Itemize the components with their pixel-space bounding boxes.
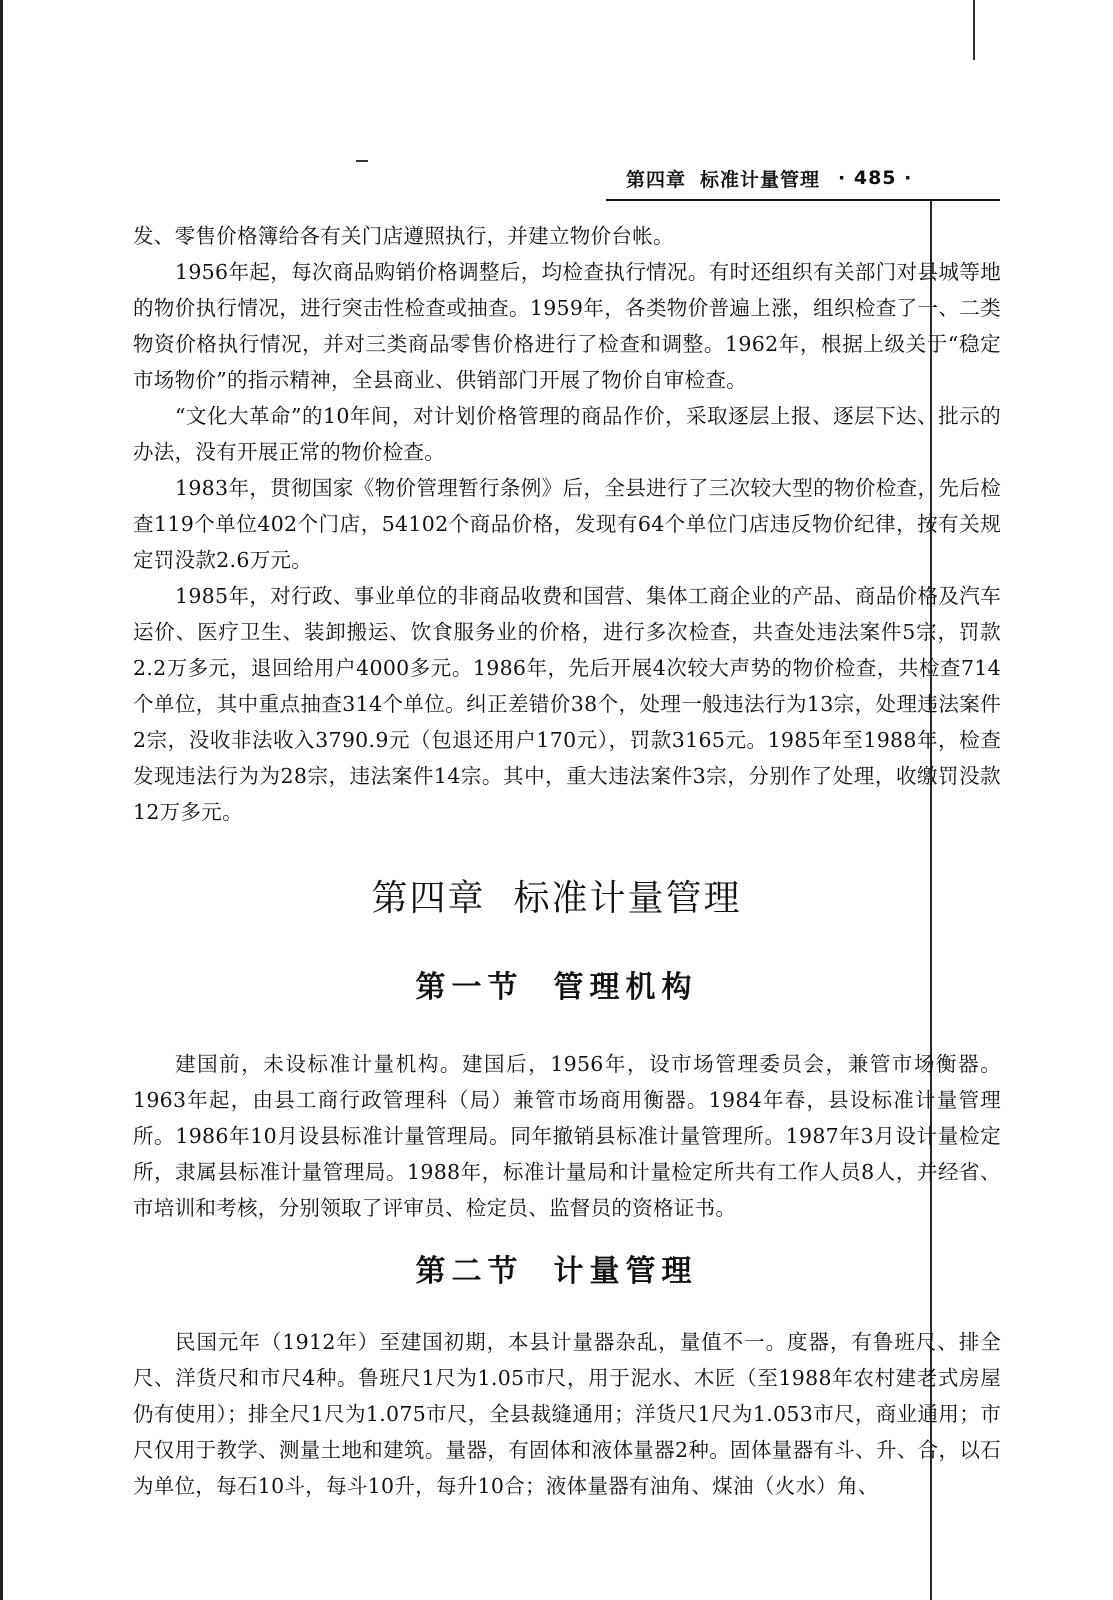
section-heading-1	[0, 962, 1113, 1006]
paragraph: “文化大革命”的10年间，对计划价格管理的商品作价，采取逐层上报、逐层下达、批示的办法，没有开展正常的物价检查。	[133, 404, 1001, 464]
chapter-heading	[0, 870, 1113, 921]
section1-text-block	[133, 1046, 1001, 1226]
header-rule	[606, 199, 1000, 201]
chapter-number: 第四章	[371, 878, 486, 919]
paragraph: 建国前，未设标准计量机构。建国后，1956年，设市场管理委员会，兼管市场衡器。1963年起，由县工商行政管理科（局）兼管市场商用衡器。1984年春，县设标准计量管理所。1986年10月设县标准计量管理局。同年撤销县标准计量管理所。1987年3月设计量检定所，隶属县标准计量管理局。1988年，标准计量局和计量检定所共有工作人员8人，并经省、市培训和考核，分别领取了评审员、检定员、监督员的资格证书。	[133, 1052, 1001, 1220]
section-number: 第二节	[415, 1254, 524, 1289]
section-heading-2	[0, 1246, 1113, 1290]
scan-artifact-line	[973, 0, 975, 60]
section2-text-block	[133, 1324, 1001, 1504]
continued-text-block	[133, 218, 1001, 830]
section-title: 管理机构	[553, 970, 698, 1005]
paragraph: 1983年，贯彻国家《物价管理暂行条例》后，全县进行了三次较大型的物价检查，先后检查119个单位402个门店，54102个商品价格，发现有64个单位门店违反物价纪律，按有关规定罚没款2.6万元。	[133, 476, 1001, 572]
page-number: · 485 ·	[838, 167, 913, 189]
running-header	[626, 163, 1006, 193]
scan-border	[0, 0, 3, 1600]
scan-speck	[356, 160, 368, 162]
chapter-title: 标准计量管理	[513, 878, 742, 919]
header-chapter: 第四章	[626, 168, 687, 191]
header-title: 标准计量管理	[700, 168, 821, 191]
paragraph: 1956年起，每次商品购销价格调整后，均检查执行情况。有时还组织有关部门对县城等地的物价执行情况，进行突击性检查或抽查。1959年，各类物价普遍上涨，组织检查了一、二类物资价格执行情况，并对三类商品零售价格进行了检查和调整。1962年，根据上级关于“稳定市场物价”的指示精神，全县商业、供销部门开展了物价自审检查。	[133, 260, 1001, 392]
section-title: 计量管理	[553, 1254, 698, 1289]
section-number: 第一节	[415, 970, 524, 1005]
paragraph: 发、零售价格簿给各有关门店遵照执行，并建立物价台帐。	[133, 224, 674, 248]
paragraph: 1985年，对行政、事业单位的非商品收费和国营、集体工商企业的产品、商品价格及汽车运价、医疗卫生、装卸搬运、饮食服务业的价格，进行多次检查，共查处违法案件5宗，罚款2.2万多元，退回给用户4000多元。1986年，先后开展4次较大声势的物价检查，共检查714个单位，其中重点抽查314个单位。纠正差错价38个，处理一般违法行为13宗，处理违法案件2宗，没收非法收入3790.9元（包退还用户170元），罚款3165元。1985年至1988年，检查发现违法行为为28宗，违法案件14宗。其中，重大违法案件3宗，分别作了处理，收缴罚没款12万多元。	[133, 584, 1001, 824]
paragraph: 民国元年（1912年）至建国初期，本县计量器杂乱，量值不一。度器，有鲁班尺、排全尺、洋货尺和市尺4种。鲁班尺1尺为1.05市尺，用于泥水、木匠（至1988年农村建老式房屋仍有使用）；排全尺1尺为1.075市尺，全县裁缝通用；洋货尺1尺为1.053市尺，商业通用；市尺仅用于教学、测量土地和建筑。量器，有固体和液体量器2种。固体量器有斗、升、合，以石为单位，每石10斗，每斗10升，每升10合；液体量器有油角、煤油（火水）角、	[133, 1330, 1001, 1498]
